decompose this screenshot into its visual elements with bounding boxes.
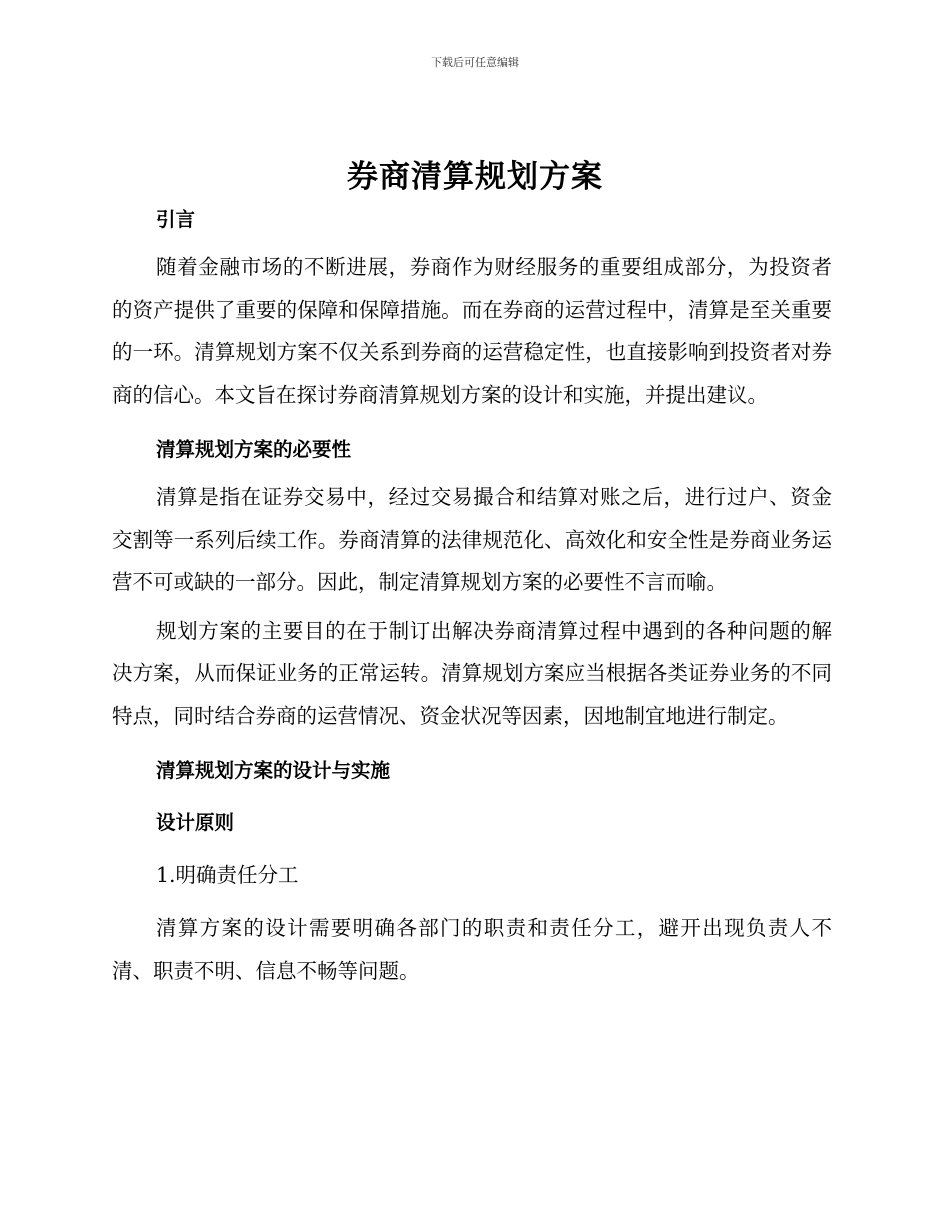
section-heading-necessity: 清算规划方案的必要性 [156,438,352,461]
subsection-heading-principle: 设计原则 [156,811,235,834]
section-heading-intro: 引言 [156,208,196,231]
necessity-paragraph-1: 清算是指在证券交易中，经过交易撮合和结算对账之后，进行过户、资金交割等一系列后续工作。券商清算的法律规范化、高效化和安全性是券商业务运营不可或缺的一部分。因此，制定清算规划方案的必要性不言而喻。 [112,485,832,594]
section-heading-design: 清算规划方案的设计与实施 [156,759,391,782]
list-item-title-1: 1.明确责任分工 [156,863,299,887]
document-body [112,200,832,992]
necessity-paragraph-2: 规划方案的主要目的在于制订出解决券商清算过程中遇到的各种问题的解决方案，从而保证业务的正常运转。清算规划方案应当根据各类证券业务的不同特点，同时结合券商的运营情况、资金状况等因素，因地制宜地进行制定。 [112,618,832,728]
item1-paragraph: 清算方案的设计需要明确各部门的职责和责任分工，避开出现负责人不清、职责不明、信息不畅等问题。 [112,916,832,983]
header-note: 下载后可任意编辑 [431,56,519,69]
document-title: 券商清算规划方案 [347,159,603,195]
intro-paragraph: 随着金融市场的不断进展，券商作为财经服务的重要组成部分，为投资者的资产提供了重要的保障和保障措施。而在券商的运营过程中，清算是至关重要的一环。清算规划方案不仅关系到券商的运营稳定性，也直接影响到投资者对券商的信心。本文旨在探讨券商清算规划方案的设计和实施，并提出建议。 [112,255,832,407]
